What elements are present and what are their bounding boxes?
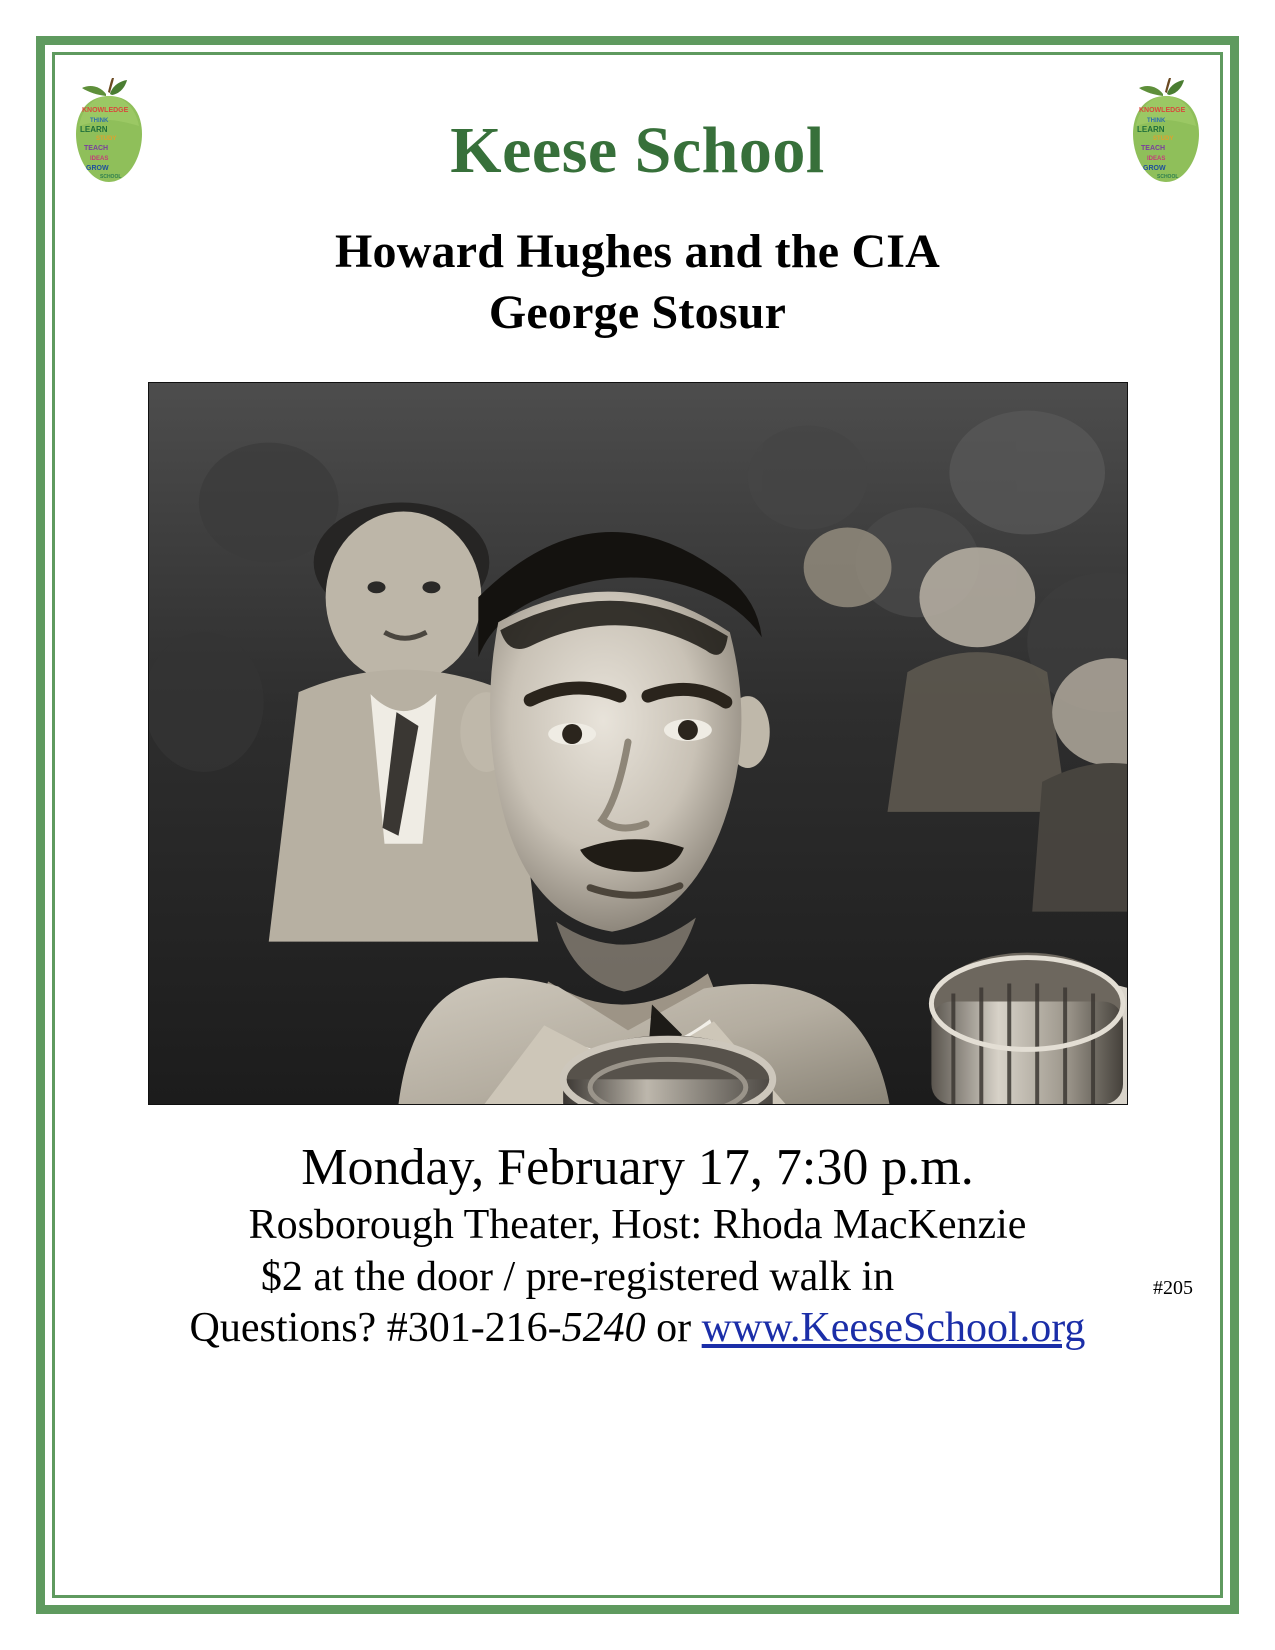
poster-header	[60, 58, 1215, 193]
event-datetime: Monday, February 17, 7:30 p.m.	[301, 1138, 974, 1196]
svg-text:TEACH: TEACH	[84, 145, 109, 152]
svg-text:IDEAS: IDEAS	[90, 156, 109, 162]
svg-text:SCHOOL: SCHOOL	[1157, 174, 1179, 180]
speaker-name: George Stosur	[488, 286, 787, 340]
talk-title: Howard Hughes and the CIA	[334, 225, 941, 278]
photo-container	[60, 382, 1215, 1105]
svg-text:IDEAS: IDEAS	[1147, 156, 1166, 162]
svg-text:LEARN: LEARN	[80, 125, 108, 134]
svg-text:KNOWLEDGE: KNOWLEDGE	[82, 107, 129, 114]
poster-content	[60, 58, 1215, 1592]
apple-word-cloud-icon	[70, 78, 148, 186]
svg-text:GROW: GROW	[86, 165, 109, 172]
event-price: $2 at the door / pre-registered walk in	[260, 1253, 895, 1300]
room-number: #205	[1153, 1277, 1193, 1300]
event-venue-host: Rosborough Theater, Host: Rhoda MacKenzie	[248, 1202, 1027, 1249]
svg-text:TEACH: TEACH	[1141, 145, 1166, 152]
svg-text:THINK: THINK	[90, 118, 109, 124]
howard-hughes-photo	[148, 382, 1128, 1105]
event-price-row	[60, 1253, 1215, 1303]
svg-text:GROW: GROW	[1143, 165, 1166, 172]
event-details	[60, 1139, 1215, 1354]
svg-text:THINK: THINK	[1147, 118, 1166, 124]
svg-text:STUDY: STUDY	[1153, 136, 1174, 142]
svg-text:SCHOOL: SCHOOL	[100, 174, 122, 180]
questions-prefix: Questions? #301-216-	[189, 1305, 562, 1352]
svg-text:LEARN: LEARN	[1137, 125, 1165, 134]
school-name: Keese School	[450, 114, 825, 187]
event-questions	[60, 1304, 1215, 1354]
svg-text:STUDY: STUDY	[96, 136, 117, 142]
svg-text:KNOWLEDGE: KNOWLEDGE	[1139, 107, 1186, 114]
apple-word-cloud-icon	[1127, 78, 1205, 186]
phone-number-suffix: 5240	[561, 1305, 646, 1352]
questions-or: or	[645, 1305, 702, 1352]
website-link[interactable]: www.KeeseSchool.org	[701, 1305, 1086, 1352]
